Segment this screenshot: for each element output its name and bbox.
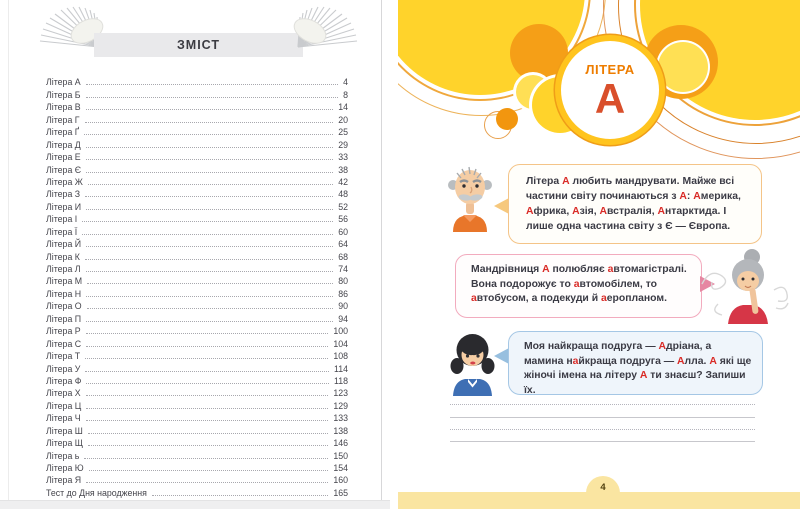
toc-row bbox=[46, 87, 348, 99]
toc-entry-label: Літера Я bbox=[46, 475, 82, 486]
toc-dotted-leader bbox=[86, 108, 334, 110]
toc-entry-label: Літера И bbox=[46, 201, 82, 212]
toc-row bbox=[46, 112, 348, 124]
deco-circle bbox=[658, 42, 708, 92]
bubble-tail bbox=[494, 198, 509, 214]
toc-row bbox=[46, 473, 348, 485]
highlight-letter: а bbox=[573, 278, 580, 290]
toc-entry-label: Літера Й bbox=[46, 239, 82, 250]
toc-entry-label: Літера І bbox=[46, 214, 78, 225]
toc-entry-label: Літера К bbox=[46, 251, 80, 262]
toc-dotted-leader bbox=[86, 146, 333, 148]
toc-dotted-leader bbox=[85, 370, 329, 372]
speech-bubble-grandfather bbox=[508, 164, 762, 244]
toc-entry-label: Літера Ю bbox=[46, 463, 84, 473]
toc-dotted-leader bbox=[85, 195, 333, 197]
toc-dotted-leader bbox=[86, 245, 333, 247]
toc-row bbox=[46, 349, 348, 361]
toc-entry-page: 133 bbox=[333, 413, 348, 424]
toc-dotted-leader bbox=[86, 394, 329, 396]
writing-line bbox=[450, 417, 755, 418]
toc-row bbox=[46, 162, 348, 174]
toc-entry-page: 14 bbox=[338, 102, 348, 113]
toc-entry-page: 64 bbox=[338, 239, 348, 250]
toc-entry-page: 80 bbox=[338, 276, 348, 287]
speech-bubble-mother bbox=[508, 331, 763, 395]
toc-row bbox=[46, 311, 348, 323]
toc-dotted-leader bbox=[86, 158, 334, 160]
toc-entry-page: 4 bbox=[343, 77, 348, 88]
toc-row bbox=[46, 274, 348, 286]
toc-entry-page: 160 bbox=[333, 475, 348, 486]
toc-entry-page: 56 bbox=[338, 214, 348, 225]
bubble-text: Літера А любить мандрувати. Майже всі частини світу починаються з А: Америка, Африка, Азія, Австралія, Антарктида. І лише одна частина світу з Є — Європа. bbox=[526, 176, 741, 232]
toc-entry-page: 123 bbox=[333, 388, 348, 399]
highlight-letter: А bbox=[572, 206, 580, 217]
toc-dotted-leader bbox=[86, 332, 329, 334]
toc-row bbox=[46, 485, 348, 497]
toc-entry-page: 146 bbox=[333, 438, 348, 449]
toc-entry-label: Літера Ж bbox=[46, 176, 83, 187]
toc-entry-page: 33 bbox=[338, 152, 348, 163]
highlight-letter: А bbox=[526, 206, 534, 217]
toc-entry-label: Літера Щ bbox=[46, 438, 84, 449]
letter-page bbox=[398, 0, 800, 509]
toc-entry-page: 138 bbox=[333, 425, 348, 436]
toc-entry-page: 48 bbox=[338, 189, 348, 200]
toc-entry-page: 86 bbox=[338, 288, 348, 299]
highlight-letter: А bbox=[658, 341, 667, 352]
toc-entry-label: Літера Є bbox=[46, 164, 82, 175]
toc-dotted-leader bbox=[152, 494, 328, 496]
highlight-letter: А bbox=[639, 370, 648, 381]
toc-row bbox=[46, 199, 348, 211]
toc-entry-page: 52 bbox=[338, 201, 348, 212]
toc-row bbox=[46, 262, 348, 274]
highlight-letter: а bbox=[600, 293, 607, 304]
toc-dotted-leader bbox=[88, 444, 328, 446]
bubble-tail bbox=[494, 348, 509, 364]
toc-entry-label: Літера Р bbox=[46, 326, 81, 337]
toc-row bbox=[46, 361, 348, 373]
highlight-letter: а bbox=[471, 293, 477, 304]
toc-row bbox=[46, 461, 348, 473]
writing-line bbox=[450, 404, 755, 405]
toc-dotted-leader bbox=[88, 432, 328, 434]
toc-dotted-leader bbox=[89, 469, 329, 471]
toc-entry-page: 118 bbox=[333, 375, 348, 386]
toc-dotted-leader bbox=[85, 357, 328, 359]
highlight-letter: А bbox=[679, 191, 687, 202]
toc-row bbox=[46, 100, 348, 112]
toc-row bbox=[46, 336, 348, 348]
toc-entry-page: 150 bbox=[333, 450, 348, 461]
toc-entry-page: 104 bbox=[333, 338, 348, 349]
toc-entry-label: Літера П bbox=[46, 313, 82, 324]
highlight-letter: а bbox=[607, 264, 614, 275]
toc-entry-label: Літера Л bbox=[46, 264, 81, 274]
highlight-letter: А bbox=[599, 206, 608, 217]
toc-row bbox=[46, 436, 348, 448]
toc-dotted-leader bbox=[82, 233, 333, 235]
writing-line bbox=[450, 429, 755, 430]
toc-dotted-leader bbox=[88, 183, 333, 185]
toc-entry-label: Літера Б bbox=[46, 89, 81, 100]
toc-dotted-leader bbox=[86, 382, 329, 384]
toc-header-band bbox=[94, 33, 303, 57]
footer-band bbox=[398, 492, 800, 509]
toc-entry-label: Літера Г bbox=[46, 114, 80, 125]
toc-dotted-leader bbox=[84, 457, 328, 459]
toc-entry-label: Літера Т bbox=[46, 351, 81, 362]
highlight-letter: А bbox=[542, 264, 550, 275]
toc-entry-page: 29 bbox=[338, 139, 348, 150]
toc-entry-page: 42 bbox=[338, 176, 348, 187]
badge-label: ЛІТЕРА bbox=[585, 61, 635, 77]
toc-page bbox=[8, 0, 382, 500]
toc-dotted-leader bbox=[86, 96, 339, 98]
toc-entry-label: Літера ь bbox=[46, 450, 80, 461]
speech-bubble-grandmother bbox=[455, 254, 702, 318]
toc-entry-page: 25 bbox=[338, 127, 348, 138]
toc-entry-label: Літера У bbox=[46, 363, 81, 374]
toc-entry-label: Тест до Дня народження bbox=[46, 487, 147, 498]
toc-entry-label: Літера Д bbox=[46, 139, 81, 150]
toc-dotted-leader bbox=[86, 419, 329, 421]
toc-row bbox=[46, 212, 348, 224]
highlight-letter: А bbox=[709, 355, 717, 367]
toc-row bbox=[46, 411, 348, 423]
toc-row bbox=[46, 374, 348, 386]
toc-entry-label: Літера Е bbox=[46, 152, 81, 163]
toc-dotted-leader bbox=[85, 258, 333, 260]
toc-dotted-leader bbox=[86, 208, 333, 210]
toc-entry-label: Літера Ґ bbox=[46, 127, 80, 138]
toc-row bbox=[46, 125, 348, 137]
toc-list bbox=[46, 75, 348, 498]
highlight-letter: А bbox=[693, 191, 701, 202]
toc-dotted-leader bbox=[85, 121, 334, 123]
toc-entry-label: Літера А bbox=[46, 77, 81, 88]
toc-dotted-leader bbox=[86, 320, 333, 322]
toc-entry-page: 129 bbox=[333, 400, 348, 411]
toc-entry-label: Літера Ц bbox=[46, 400, 82, 411]
toc-row bbox=[46, 423, 348, 435]
toc-dotted-leader bbox=[87, 282, 333, 284]
toc-row bbox=[46, 224, 348, 236]
grandfather-avatar bbox=[443, 160, 497, 232]
highlight-letter: а bbox=[572, 355, 579, 367]
toc-dotted-leader bbox=[86, 407, 328, 409]
right-wing-icon bbox=[286, 5, 360, 61]
toc-entry-label: Літера О bbox=[46, 301, 82, 312]
toc-dotted-leader bbox=[87, 307, 334, 309]
deco-circle bbox=[496, 108, 518, 130]
toc-entry-label: Літера Ш bbox=[46, 425, 83, 436]
toc-title: ЗМІСТ bbox=[176, 38, 221, 52]
toc-entry-page: 100 bbox=[333, 326, 348, 337]
badge-letter: А bbox=[594, 74, 626, 122]
letter-badge bbox=[555, 35, 665, 145]
toc-entry-page: 38 bbox=[338, 164, 348, 175]
toc-dotted-leader bbox=[86, 171, 333, 173]
toc-dotted-leader bbox=[82, 220, 333, 222]
page-number: 4 bbox=[600, 482, 606, 493]
toc-entry-label: Літера Ї bbox=[46, 226, 78, 237]
toc-entry-label: Літера С bbox=[46, 338, 82, 349]
toc-entry-label: Літера В bbox=[46, 102, 81, 113]
toc-entry-page: 114 bbox=[333, 363, 348, 374]
mother-avatar bbox=[445, 328, 500, 396]
toc-entry-label: Літера Х bbox=[46, 388, 81, 399]
toc-entry-label: Літера М bbox=[46, 276, 83, 287]
toc-entry-page: 74 bbox=[338, 264, 348, 274]
toc-row bbox=[46, 398, 348, 410]
toc-row bbox=[46, 249, 348, 261]
bubble-text: Мандрівниця А полюбляє автомагістралі. Вона подорожує то автомобілем, то автобусом, а подекуди й аеропланом. bbox=[471, 264, 687, 304]
page-bottom-edge bbox=[0, 500, 390, 509]
toc-entry-page: 68 bbox=[338, 251, 348, 262]
toc-dotted-leader bbox=[86, 481, 328, 483]
highlight-letter: А bbox=[677, 355, 685, 367]
toc-entry-page: 90 bbox=[338, 301, 348, 312]
toc-entry-label: Літера Ч bbox=[46, 413, 81, 424]
toc-row bbox=[46, 175, 348, 187]
toc-entry-label: Літера Ф bbox=[46, 375, 82, 386]
toc-row bbox=[46, 237, 348, 249]
toc-entry-label: Літера З bbox=[46, 189, 81, 200]
toc-entry-page: 8 bbox=[343, 89, 348, 100]
bubble-text: Моя найкраща подруга — Адріана, а мамина найкраща подруга — Алла. А які ще жіночі імена на літеру А ти знаєш? Запиши їх. bbox=[524, 341, 752, 396]
toc-entry-page: 165 bbox=[333, 487, 348, 498]
toc-entry-page: 20 bbox=[338, 114, 348, 125]
grandmother-avatar bbox=[696, 248, 793, 324]
toc-row bbox=[46, 286, 348, 298]
toc-row bbox=[46, 137, 348, 149]
writing-line bbox=[450, 441, 755, 442]
highlight-letter: А bbox=[657, 206, 665, 217]
toc-row bbox=[46, 386, 348, 398]
toc-entry-page: 108 bbox=[333, 351, 348, 362]
toc-entry-page: 60 bbox=[338, 226, 348, 237]
toc-dotted-leader bbox=[86, 270, 334, 272]
toc-row bbox=[46, 299, 348, 311]
toc-entry-page: 154 bbox=[333, 463, 348, 473]
toc-entry-page: 94 bbox=[338, 313, 348, 324]
toc-dotted-leader bbox=[86, 295, 333, 297]
toc-row bbox=[46, 324, 348, 336]
toc-row bbox=[46, 187, 348, 199]
toc-row bbox=[46, 75, 348, 87]
toc-entry-label: Літера Н bbox=[46, 288, 82, 299]
toc-row bbox=[46, 150, 348, 162]
toc-dotted-leader bbox=[84, 133, 333, 135]
highlight-letter: А bbox=[562, 176, 570, 187]
toc-dotted-leader bbox=[86, 83, 338, 85]
toc-row bbox=[46, 448, 348, 460]
toc-dotted-leader bbox=[86, 345, 328, 347]
